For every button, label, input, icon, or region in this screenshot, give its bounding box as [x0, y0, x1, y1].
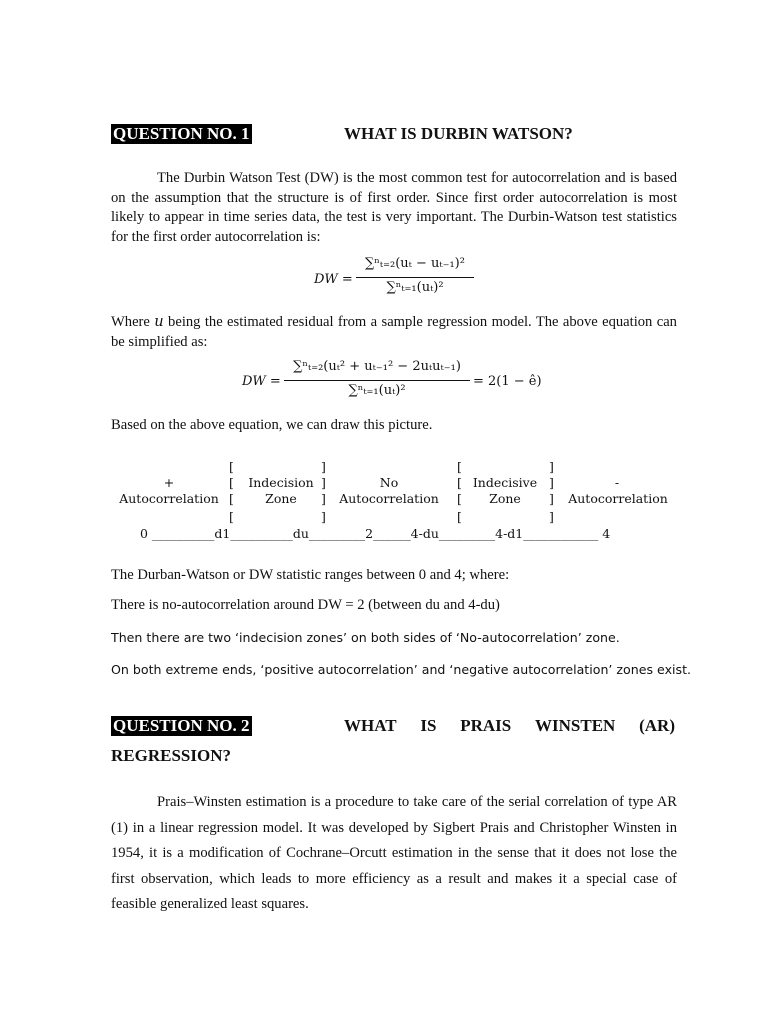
q2-body-paragraph: Prais–Winsten estimation is a procedure to take care of the serial correlation of type AR (1) in a linear regression model. It was developed by Sigbert Prais and Christopher Winsten in 1954, it is a modification of Cochrane–Orcutt estimation in the sense that it does not lose the first observation, which leads to more efficiency as a result and makes it a special case of feasible generalized least squares.: [111, 794, 677, 912]
bracket: [: [229, 491, 234, 506]
eq2-lhs: DW =: [242, 374, 281, 389]
no-autocorrelation-line: There is no-autocorrelation around DW = 2 (between du and 4-du): [111, 597, 500, 613]
zone-label-1: Zone: [265, 491, 297, 506]
q1-intro-paragraph: The Durbin Watson Test (DW) is the most common test for autocorrelation and is based on the assumption that the structure is of first order. Since first order autocorrelation is most likely to appear in time series data, the test is very important. The Durbin-Watson test statistics for the first order autocorrelation is:: [111, 170, 677, 245]
dw-range-line: The Durban-Watson or DW statistic ranges between 0 and 4; where:: [111, 567, 510, 583]
title-word: WHAT: [344, 716, 397, 735]
bracket: [: [457, 491, 462, 506]
eq2-fraction-bar: [284, 380, 470, 381]
eq2-denominator: ∑ⁿₜ₌₁(uₜ)²: [348, 383, 406, 398]
bracket: [: [457, 459, 462, 474]
question-2-title-continued: REGRESSION?: [111, 746, 231, 765]
no-autocorrelation-label: Autocorrelation: [339, 491, 439, 506]
no-label: No: [379, 475, 399, 490]
eq1-denominator: ∑ⁿₜ₌₁(uₜ)²: [386, 280, 444, 295]
q1-where-paragraph: [111, 312, 677, 352]
dw-scale-axis: 0 __________d1__________du_________2______4-du_________4-d1____________ 4: [140, 526, 611, 541]
where-rest: being the estimated residual from a sample regression model. The above equation can be simplified as:: [111, 314, 677, 350]
eq1-numerator: ∑ⁿₜ₌₂(uₜ − uₜ₋₁)²: [365, 256, 465, 271]
title-word: WINSTEN: [535, 716, 616, 735]
bracket: [: [229, 475, 234, 490]
indecisive-label: Indecisive: [472, 475, 538, 490]
bracket: [: [229, 459, 234, 474]
where-prefix: Where: [111, 314, 150, 330]
question-2-label: QUESTION NO. 2: [113, 716, 250, 735]
plus-sign: +: [163, 475, 175, 490]
eq1-fraction-bar: [356, 277, 474, 278]
bracket: ]: [549, 509, 554, 524]
pos-autocorrelation-label: Autocorrelation: [119, 491, 219, 506]
title-word: (AR): [639, 716, 675, 735]
picture-intro: Based on the above equation, we can draw this picture.: [111, 417, 433, 433]
eq1-lhs: DW =: [314, 272, 353, 287]
bracket: [: [229, 509, 234, 524]
indecision-label: Indecision: [248, 475, 314, 490]
question-1-title: WHAT IS DURBIN WATSON?: [344, 124, 573, 143]
question-1-label: QUESTION NO. 1: [113, 124, 250, 143]
bracket: ]: [549, 491, 554, 506]
indecision-zones-line: Then there are two ‘indecision zones’ on both sides of ‘No-autocorrelation’ zone.: [111, 630, 620, 645]
title-word: PRAIS: [460, 716, 512, 735]
bracket: [: [457, 509, 462, 524]
bracket: ]: [321, 459, 326, 474]
bracket: [: [457, 475, 462, 490]
bracket: ]: [549, 459, 554, 474]
bracket: ]: [321, 491, 326, 506]
eq2-rhs: = 2(1 − ê): [473, 374, 542, 389]
minus-sign: -: [614, 475, 620, 490]
extreme-ends-line: On both extreme ends, ‘positive autocorrelation’ and ‘negative autocorrelation’ zones exist.: [111, 662, 692, 677]
title-word: IS: [420, 716, 437, 735]
question-2-title: [344, 716, 675, 736]
bracket: ]: [321, 475, 326, 490]
bracket: ]: [549, 475, 554, 490]
bracket: ]: [321, 509, 326, 524]
eq2-numerator: ∑ⁿₜ₌₂(uₜ² + uₜ₋₁² − 2uₜuₜ₋₁): [293, 359, 461, 374]
where-variable: u: [154, 313, 164, 330]
zone-label-2: Zone: [489, 491, 521, 506]
neg-autocorrelation-label: Autocorrelation: [568, 491, 668, 506]
